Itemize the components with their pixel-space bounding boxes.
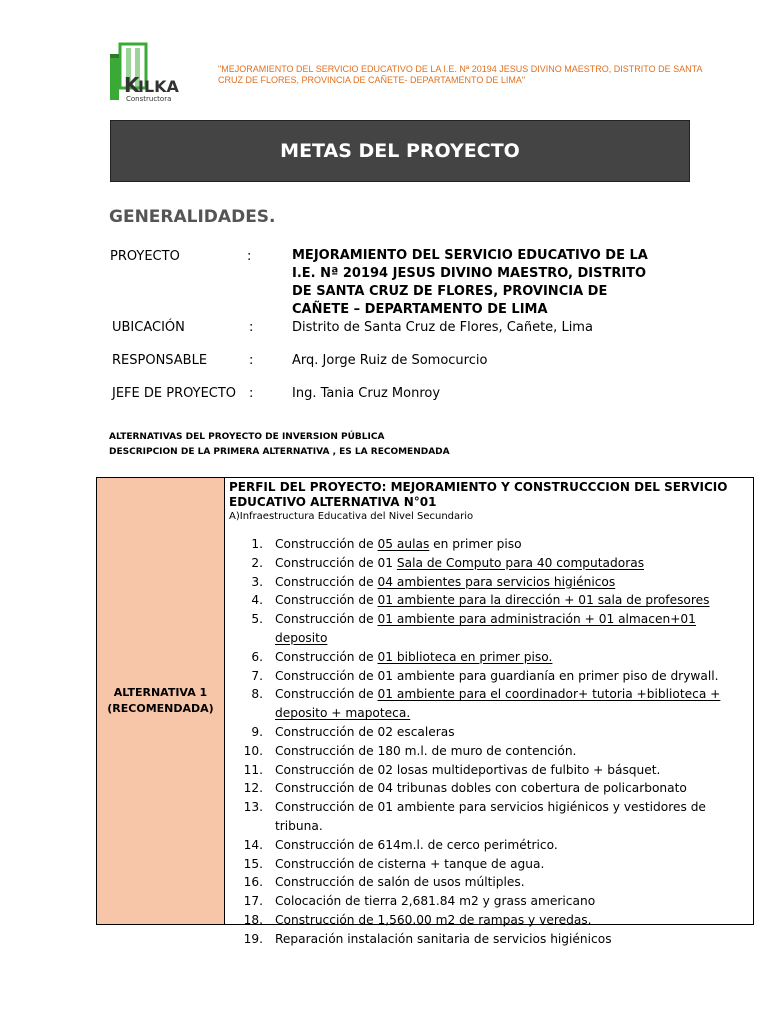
- colon-ubicacion: :: [249, 320, 254, 335]
- value-proyecto: MEJORAMIENTO DEL SERVICIO EDUCATIVO DE LA I.E. Nª 20194 JESUS DIVINO MAESTRO, DISTRITO DE SANTA CRUZ DE FLORES, PROVINCIA DE CAÑETE – DEPARTAMENTO DE LIMA: [292, 248, 648, 317]
- alternative-table: [96, 477, 754, 946]
- alternative-label: ALTERNATIVA 1 (RECOMENDADA): [107, 686, 214, 715]
- meta-item-number: 4.: [251, 593, 263, 608]
- meta-item-text: Construcción de: [275, 649, 378, 664]
- meta-item-text: Colocación de tierra 2,681.84 m2 y grass americano: [275, 894, 596, 909]
- meta-item-number: 17.: [243, 894, 263, 909]
- meta-item-text: Construcción de 1,560.00 m2 de rampas y veredas.: [275, 912, 592, 927]
- meta-item-underlined: 01 ambiente para el coordinador+ tutoria +biblioteca + deposito + mapoteca.: [275, 687, 721, 721]
- meta-item-text: Construcción de: [275, 612, 378, 627]
- meta-item-number: 12.: [243, 781, 263, 796]
- meta-item-number: 18.: [243, 912, 263, 927]
- meta-list-item: [229, 591, 749, 610]
- meta-item-text: Construcción de 01: [275, 555, 397, 570]
- meta-item-text: Reparación instalación sanitaria de servicios higiénicos: [275, 931, 612, 946]
- meta-item-text: Construcción de 04 tribunas dobles con cobertura de policarbonato: [275, 781, 687, 796]
- meta-list-item: [229, 911, 749, 930]
- meta-item-number: 11.: [243, 762, 263, 777]
- meta-list-item: [229, 648, 749, 667]
- meta-item-text: Construcción de 614m.l. de cerco perimétrico.: [275, 837, 558, 852]
- meta-item-number: 7.: [251, 668, 263, 683]
- label-ubicacion: UBICACIÓN: [112, 320, 185, 335]
- meta-item-number: 13.: [243, 800, 263, 815]
- meta-list-item: [229, 855, 749, 874]
- svg-text:K: K: [124, 73, 140, 97]
- svg-text:Constructora: Constructora: [126, 95, 172, 103]
- value-ubicacion: Distrito de Santa Cruz de Flores, Cañete, Lima: [292, 320, 593, 335]
- meta-item-text: Construcción de salón de usos múltiples.: [275, 875, 525, 890]
- meta-item-number: 8.: [251, 687, 263, 702]
- metas-list: [229, 535, 749, 949]
- meta-item-text-end: en primer piso: [429, 537, 522, 551]
- value-responsable: Arq. Jorge Ruiz de Somocurcio: [292, 353, 488, 368]
- perfil-subtitle: A)Infraestructura Educativa del Nivel Secundario: [229, 511, 474, 522]
- kilka-logo-icon: [108, 42, 200, 104]
- meta-item-number: 6.: [251, 649, 263, 664]
- alternatives-description: DESCRIPCION DE LA PRIMERA ALTERNATIVA , ES LA RECOMENDADA: [109, 447, 450, 457]
- meta-item-number: 16.: [243, 875, 263, 890]
- meta-item-number: 5.: [251, 612, 263, 627]
- meta-item-number: 19.: [243, 931, 263, 946]
- project-header-note: "MEJORAMIENTO DEL SERVICIO EDUCATIVO DE LA I.E. Nª 20194 JESUS DIVINO MAESTRO, DISTRITO DE SANTA CRUZ DE FLORES, PROVINCIA DE CAÑETE- DEPARTAMENTO DE LIMA": [218, 64, 702, 85]
- meta-list-item: [229, 836, 749, 855]
- meta-item-text: Construcción de: [275, 593, 378, 608]
- meta-list-item: [229, 761, 749, 780]
- meta-list-item: [229, 667, 749, 686]
- colon-responsable: :: [249, 353, 254, 368]
- meta-item-text: Construcción de 02 losas multideportivas de fulbito + básquet.: [275, 762, 661, 777]
- meta-item-underlined: Sala de Computo para 40 computadoras: [396, 555, 645, 570]
- meta-item-number: 3.: [251, 574, 263, 589]
- value-jefe-proyecto: Ing. Tania Cruz Monroy: [292, 386, 441, 401]
- meta-list-item: [229, 742, 749, 761]
- meta-list-item: [229, 798, 749, 836]
- meta-item-number: 14.: [243, 837, 263, 852]
- meta-item-underlined: 01 ambiente para la dirección + 01 sala de profesores: [377, 593, 710, 608]
- meta-item-number: 9.: [251, 724, 263, 739]
- meta-list-item: [229, 930, 749, 949]
- colon-jefe-proyecto: :: [249, 386, 254, 401]
- meta-item-number: 15.: [243, 856, 263, 871]
- meta-list-item: [229, 535, 749, 554]
- meta-list-item: [229, 685, 749, 723]
- meta-item-text: Construcción de: [275, 537, 378, 551]
- perfil-title: PERFIL DEL PROYECTO: MEJORAMIENTO Y CONSTRUCCCION DEL SERVICIO EDUCATIVO ALTERNATIVA N°01: [229, 480, 728, 509]
- meta-item-text: Construcción de 01 ambiente para guardianía en primer piso de drywall.: [275, 668, 719, 683]
- page-title: METAS DEL PROYECTO: [280, 140, 520, 162]
- meta-item-underlined: 05 aulas: [377, 537, 430, 551]
- label-jefe-proyecto: JEFE DE PROYECTO: [112, 386, 237, 401]
- colon-proyecto: :: [247, 249, 252, 264]
- alternative-label-cell: [97, 478, 225, 924]
- meta-list-item: [229, 892, 749, 911]
- meta-item-text: Construcción de 180 m.l. de muro de contención.: [275, 743, 577, 758]
- meta-list-item: [229, 723, 749, 742]
- meta-item-underlined: 01 ambiente para administración + 01 almacen+01 deposito: [275, 612, 696, 645]
- label-proyecto: PROYECTO: [110, 249, 180, 264]
- alternatives-heading: ALTERNATIVAS DEL PROYECTO DE INVERSION PÚBLICA: [109, 432, 385, 442]
- meta-item-text: Construcción de 02 escaleras: [275, 724, 455, 739]
- meta-list-item: [229, 554, 749, 573]
- meta-item-underlined: 01 biblioteca en primer piso.: [377, 649, 553, 664]
- meta-item-underlined: 04 ambientes para servicios higiénicos: [377, 574, 616, 589]
- meta-list-item: [229, 873, 749, 892]
- svg-text:ILKA: ILKA: [138, 77, 179, 96]
- meta-item-number: 2.: [251, 555, 263, 570]
- meta-item-text: Construcción de: [275, 687, 378, 702]
- section-title-generalidades: GENERALIDADES.: [109, 207, 276, 227]
- meta-item-text: Construcción de 01 ambiente para servicios higiénicos y vestidores de tribuna.: [275, 800, 706, 833]
- meta-list-item: [229, 779, 749, 798]
- alternative-content-cell: [225, 478, 753, 946]
- meta-item-text: Construcción de cisterna + tanque de agua.: [275, 856, 545, 871]
- meta-list-item: [229, 610, 749, 648]
- label-responsable: RESPONSABLE: [112, 353, 208, 368]
- meta-item-number: 10.: [243, 743, 263, 758]
- company-logo: [108, 42, 200, 104]
- meta-list-item: [229, 573, 749, 592]
- meta-item-text: Construcción de: [275, 574, 378, 589]
- meta-item-number: 1.: [251, 537, 263, 551]
- title-banner: [110, 120, 690, 182]
